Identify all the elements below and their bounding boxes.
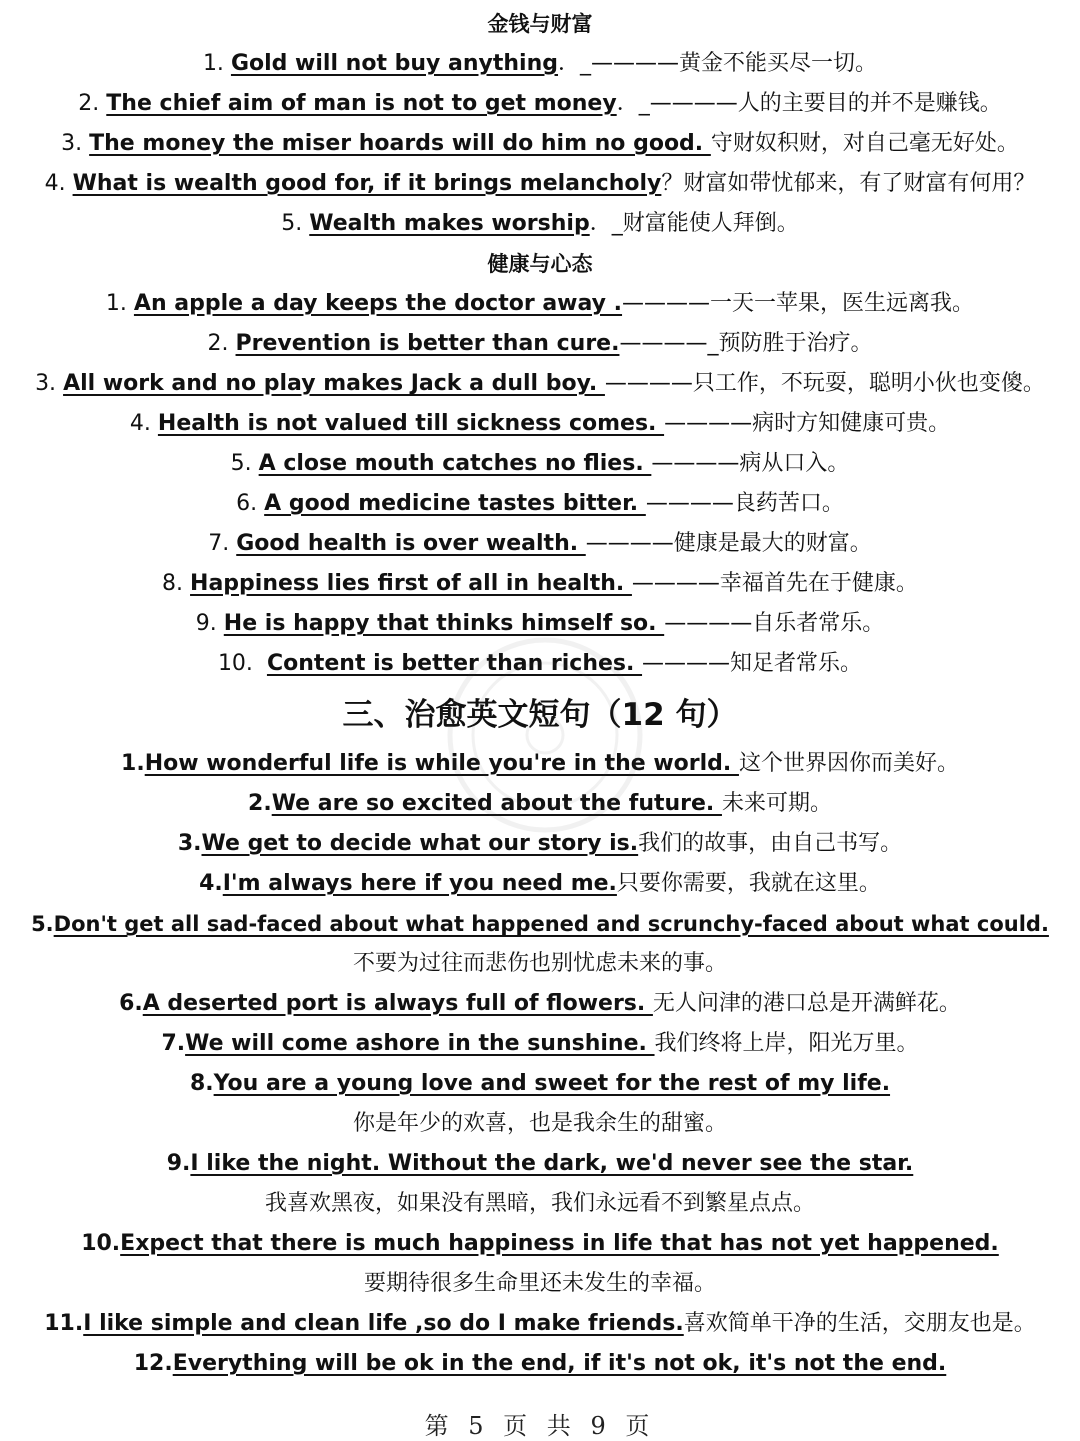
english-sentence: I'm always here if you need me. xyxy=(222,871,617,896)
item-number: 2. xyxy=(207,331,229,356)
separator: ．_ xyxy=(589,211,623,236)
chinese-translation: 你是年少的欢喜，也是我余生的甜蜜。 xyxy=(352,1111,727,1136)
proverb-row xyxy=(0,170,1080,198)
item-number: 3. xyxy=(177,831,202,856)
chinese-translation: 只要你需要，我就在这里。 xyxy=(616,871,881,896)
proverb-row xyxy=(0,570,1080,598)
chinese-translation: 财富如带忧郁来，有了财富有何用？ xyxy=(683,171,1036,196)
separator: ———— xyxy=(651,451,740,476)
chinese-translation: 一天一苹果，医生远离我。 xyxy=(710,291,975,316)
chinese-translation: 这个世界因你而美好。 xyxy=(738,751,959,776)
item-number: 6. xyxy=(119,991,143,1016)
sentence-row xyxy=(0,1230,1080,1258)
english-proverb: A close mouth catches no flies. xyxy=(258,451,652,476)
chinese-translation: 我们的故事，由自己书写。 xyxy=(638,831,903,856)
translation-row xyxy=(0,950,1080,978)
proverb-row xyxy=(0,450,1080,478)
separator: ———— xyxy=(645,491,734,516)
item-number: 3. xyxy=(61,131,83,156)
proverb-row xyxy=(0,530,1080,558)
sentence-row xyxy=(0,1070,1080,1098)
item-number: 2. xyxy=(78,91,100,116)
separator: ———— xyxy=(642,651,731,676)
separator: ———— xyxy=(604,371,693,396)
chinese-translation: 无人问津的港口总是开满鲜花。 xyxy=(652,991,961,1016)
sentence-row xyxy=(0,990,1080,1018)
item-number: 1. xyxy=(121,751,145,776)
separator: ———— xyxy=(664,411,753,436)
english-sentence: We get to decide what our story is. xyxy=(201,831,639,856)
item-number: 10. xyxy=(81,1231,121,1256)
separator: ———— xyxy=(664,611,753,636)
chinese-translation: 未来可期。 xyxy=(721,791,832,816)
translation-row xyxy=(0,1190,1080,1218)
chinese-translation: 守财奴积财，对自己毫无好处。 xyxy=(710,131,1019,156)
english-sentence: We are so excited about the future. xyxy=(271,791,722,816)
item-number: 1. xyxy=(202,51,224,76)
english-proverb: He is happy that thinks himself so. xyxy=(223,611,665,636)
english-proverb: Content is better than riches. xyxy=(266,651,643,676)
item-number: 8. xyxy=(189,1071,214,1096)
section-title-money: 金钱与财富 xyxy=(487,12,593,36)
separator: ———— xyxy=(585,531,674,556)
item-number: 1. xyxy=(105,291,127,316)
chinese-translation: 财富能使人拜倒。 xyxy=(622,211,799,236)
english-proverb: All work and no play makes Jack a dull boy. xyxy=(63,371,605,396)
item-number: 4. xyxy=(199,871,223,896)
proverb-row xyxy=(0,290,1080,318)
item-number: 10. xyxy=(217,651,253,676)
chinese-translation: 健康是最大的财富。 xyxy=(673,531,872,556)
chinese-translation: 预防胜于治疗。 xyxy=(718,331,873,356)
translation-row xyxy=(0,1110,1080,1138)
english-sentence: A deserted port is always full of flowers. xyxy=(142,991,653,1016)
chinese-translation: 幸福首先在于健康。 xyxy=(719,571,918,596)
chinese-translation: 人的主要目的并不是赚钱。 xyxy=(737,91,1002,116)
proverb-row xyxy=(0,410,1080,438)
english-proverb: The chief aim of man is not to get money xyxy=(106,91,617,116)
english-proverb: Good health is over wealth. xyxy=(236,531,586,556)
sentence-row xyxy=(0,870,1080,898)
item-number: 5. xyxy=(281,211,303,236)
item-number: 8. xyxy=(162,571,184,596)
chinese-translation: 自乐者常乐。 xyxy=(752,611,885,636)
english-proverb: Happiness lies first of all in health. xyxy=(190,571,632,596)
english-sentence: We will come ashore in the sunshine. xyxy=(185,1031,655,1056)
separator: ？ xyxy=(661,171,684,196)
sentence-row xyxy=(0,1150,1080,1178)
proverb-row xyxy=(0,90,1080,118)
chinese-translation: 良药苦口。 xyxy=(733,491,844,516)
sentence-row xyxy=(0,1310,1080,1338)
english-proverb: Prevention is better than cure. xyxy=(235,331,620,356)
separator: ———— xyxy=(622,291,711,316)
proverb-row xyxy=(0,490,1080,518)
sentence-row xyxy=(0,910,1080,938)
proverb-row xyxy=(0,50,1080,78)
item-number: 5. xyxy=(230,451,252,476)
chinese-translation: 不要为过往而悲伤也别忧虑未来的事。 xyxy=(352,951,727,976)
english-sentence: Everything will be ok in the end, if it's not ok, it's not the end. xyxy=(172,1351,947,1376)
chinese-translation: 我喜欢黑夜，如果没有黑暗，我们永远看不到繁星点点。 xyxy=(264,1191,815,1216)
item-number: 6. xyxy=(236,491,258,516)
english-proverb: Wealth makes worship xyxy=(309,211,590,236)
chinese-translation: 黄金不能买尽一切。 xyxy=(679,51,878,76)
item-number: 9. xyxy=(195,611,217,636)
english-proverb: Health is not valued till sickness comes. xyxy=(157,411,665,436)
english-proverb: The money the miser hoards will do him no good. xyxy=(89,131,711,156)
sentence-row xyxy=(0,1030,1080,1058)
item-number: 3. xyxy=(35,371,57,396)
proverb-row xyxy=(0,330,1080,358)
proverb-row xyxy=(0,370,1080,398)
item-number: 11. xyxy=(44,1311,84,1336)
item-number: 7. xyxy=(161,1031,186,1056)
chinese-translation: 我们终将上岸，阳光万里。 xyxy=(654,1031,919,1056)
english-proverb: What is wealth good for, if it brings melancholy xyxy=(72,171,662,196)
chinese-translation: 喜欢简单干净的生活，交朋友也是。 xyxy=(683,1311,1036,1336)
proverb-row xyxy=(0,130,1080,158)
english-proverb: Gold will not buy anything xyxy=(230,51,559,76)
page-footer: 第 5 页 共 9 页 xyxy=(424,1412,656,1440)
item-number: 5. xyxy=(31,912,54,936)
sentence-row xyxy=(0,1350,1080,1378)
separator: ．_———— xyxy=(558,51,680,76)
item-number: 2. xyxy=(248,791,272,816)
section-title-health: 健康与心态 xyxy=(487,252,593,276)
item-number: 7. xyxy=(208,531,230,556)
chinese-translation: 病从口入。 xyxy=(739,451,850,476)
separator: ———— xyxy=(631,571,720,596)
item-number: 12. xyxy=(133,1351,173,1376)
english-sentence: How wonderful life is while you're in the world. xyxy=(144,751,739,776)
item-number: 4. xyxy=(44,171,66,196)
english-proverb: A good medicine tastes bitter. xyxy=(264,491,646,516)
english-sentence: I like simple and clean life ,so do I make friends. xyxy=(83,1311,684,1336)
chinese-translation: 知足者常乐。 xyxy=(730,651,863,676)
watermark-stamp-icon xyxy=(440,630,650,840)
chinese-translation: 要期待很多生命里还未发生的幸福。 xyxy=(363,1271,716,1296)
english-sentence: I like the night. Without the dark, we'd never see the star. xyxy=(190,1151,914,1176)
english-sentence: Expect that there is much happiness in life that has not yet happened. xyxy=(120,1231,999,1256)
section-title-healing: 三、治愈英文短句（12 句） xyxy=(342,697,738,733)
item-number: 4. xyxy=(129,411,151,436)
separator: ．_———— xyxy=(616,91,738,116)
chinese-translation: 病时方知健康可贵。 xyxy=(752,411,951,436)
translation-row xyxy=(0,1270,1080,1298)
english-proverb: An apple a day keeps the doctor away . xyxy=(133,291,623,316)
chinese-translation: 只工作，不玩耍，聪明小伙也变傻。 xyxy=(692,371,1045,396)
item-number: 9. xyxy=(166,1151,191,1176)
separator: ————_ xyxy=(619,331,719,356)
english-sentence: You are a young love and sweet for the rest of my life. xyxy=(213,1071,891,1096)
proverb-row xyxy=(0,210,1080,238)
english-sentence: Don't get all sad-faced about what happened and scrunchy-faced about what could. xyxy=(53,912,1049,936)
